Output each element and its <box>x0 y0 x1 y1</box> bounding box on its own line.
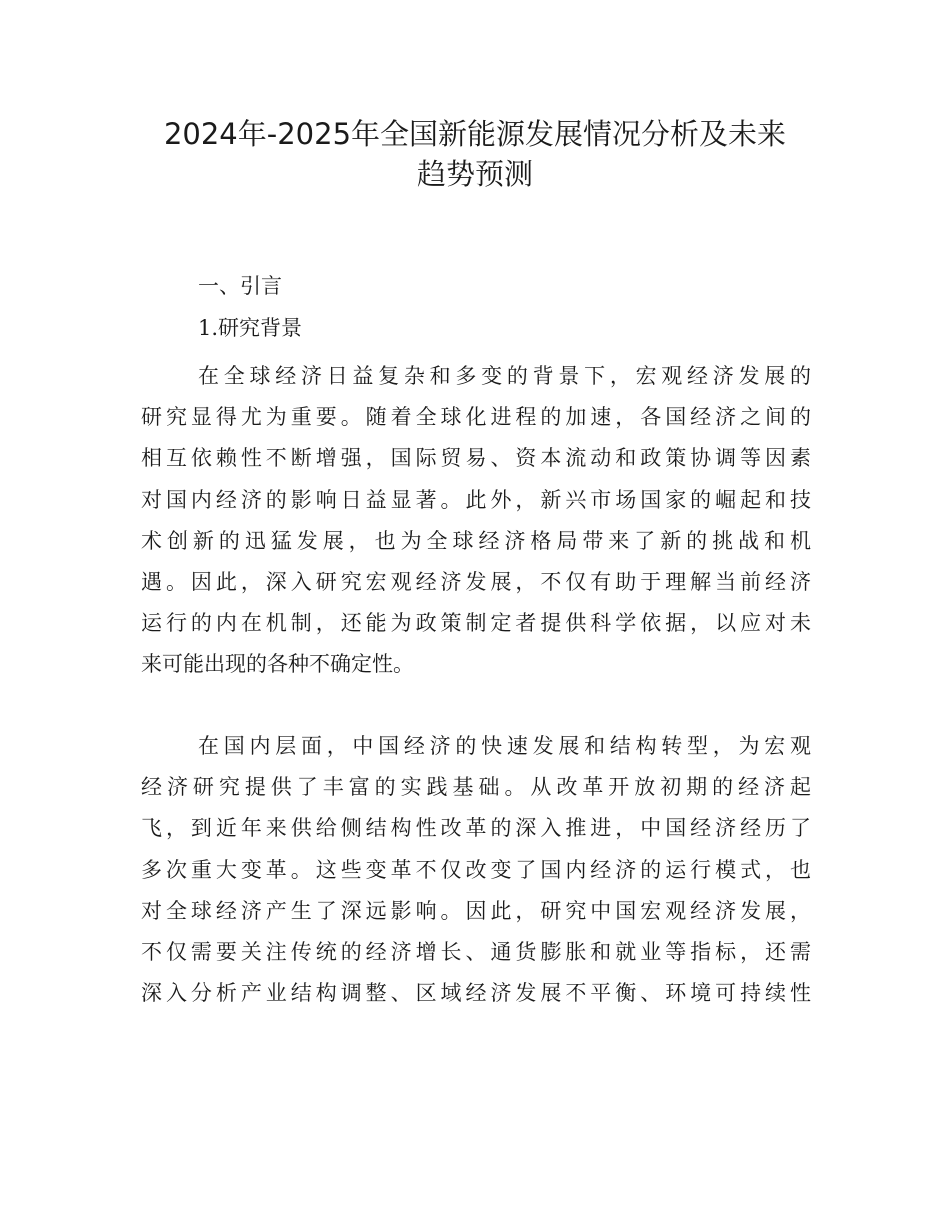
paragraph-line: 经济研究提供了丰富的实践基础。从改革开放初期的经济起 <box>141 775 811 800</box>
document-title <box>120 114 830 194</box>
paragraph-line: 不仅需要关注传统的经济增长、通货膨胀和就业等指标，还需 <box>141 939 811 964</box>
paragraph-line: 对国内经济的影响日益显著。此外，新兴市场国家的崛起和技 <box>141 487 811 512</box>
paragraph-line: 深入分析产业结构调整、区域经济发展不平衡、环境可持续性 <box>141 981 811 1006</box>
paragraph-line: 在全球经济日益复杂和多变的背景下，宏观经济发展的 <box>198 364 811 388</box>
paragraph-line: 研究显得尤为重要。随着全球化进程的加速，各国经济之间的 <box>141 405 811 430</box>
title-line-1: 2024年-2025年全国新能源发展情况分析及未来 <box>163 117 787 151</box>
paragraph-line: 相互依赖性不断增强，国际贸易、资本流动和政策协调等因素 <box>141 446 811 471</box>
paragraph-line: 对全球经济产生了深远影响。因此，研究中国宏观经济发展， <box>141 898 811 923</box>
paragraph-1 <box>141 356 811 686</box>
paragraph-2 <box>141 726 811 1014</box>
subsection-heading: 1.研究背景 <box>198 316 303 340</box>
paragraph-line: 飞，到近年来供给侧结构性改革的深入推进，中国经济经历了 <box>141 816 811 841</box>
title-line-2: 趋势预测 <box>416 157 533 191</box>
paragraph-line: 来可能出现的各种不确定性。 <box>141 652 414 677</box>
section-heading: 一、引言 <box>198 274 282 298</box>
paragraph-line: 术创新的迅猛发展，也为全球经济格局带来了新的挑战和机 <box>141 528 811 553</box>
paragraph-line: 多次重大变革。这些变革不仅改变了国内经济的运行模式，也 <box>141 857 811 882</box>
paragraph-line: 运行的内在机制，还能为政策制定者提供科学依据，以应对未 <box>141 611 811 636</box>
paragraph-line: 遇。因此，深入研究宏观经济发展，不仅有助于理解当前经济 <box>141 569 811 594</box>
paragraph-line: 在国内层面，中国经济的快速发展和结构转型，为宏观 <box>198 734 811 758</box>
